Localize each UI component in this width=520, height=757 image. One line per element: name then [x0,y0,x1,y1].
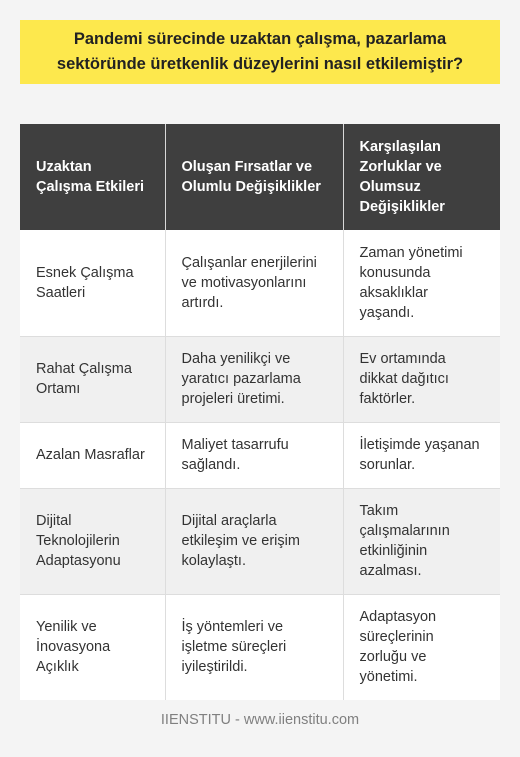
title-banner [20,20,500,84]
table-header-row [20,124,500,230]
table-cell: Dijital Teknolojilerin Adaptasyonu [20,488,165,594]
table-cell: Takım çalışmalarının etkinliğinin azalması. [343,488,500,594]
header-remote-work-effects: Uzaktan Çalışma Etkileri [20,124,165,230]
table-cell: İletişimde yaşanan sorunlar. [343,422,500,488]
table-cell: Zaman yönetimi konusunda aksaklıklar yaşandı. [343,230,500,336]
table-cell: Rahat Çalışma Ortamı [20,336,165,422]
footer-credit: IIENSTITU - www.iienstitu.com [160,712,360,728]
table-cell: Maliyet tasarrufu sağlandı. [165,422,343,488]
table-row [20,594,500,700]
table-cell: İş yöntemleri ve işletme süreçleri iyileştirildi. [165,594,343,700]
table-cell: Ev ortamında dikkat dağıtıcı faktörler. [343,336,500,422]
table-row [20,230,500,336]
table-row [20,422,500,488]
header-challenges: Karşılaşılan Zorluklar ve Olumsuz Değişiklikler [343,124,500,230]
table-cell: Daha yenilikçi ve yaratıcı pazarlama projeleri üretimi. [165,336,343,422]
table-row [20,336,500,422]
comparison-table [20,124,500,700]
table-row [20,488,500,594]
table-cell: Adaptasyon süreçlerinin zorluğu ve yönetimi. [343,594,500,700]
page-title: Pandemi sürecinde uzaktan çalışma, pazarlama sektöründe üretkenlik düzeylerini nasıl etkilemiştir? [56,30,464,73]
table-cell: Çalışanlar enerjilerini ve motivasyonlarını artırdı. [165,230,343,336]
header-opportunities: Oluşan Fırsatlar ve Olumlu Değişiklikler [165,124,343,230]
table-cell: Dijital araçlarla etkileşim ve erişim kolaylaştı. [165,488,343,594]
table-cell: Azalan Masraflar [20,422,165,488]
table-cell: Yenilik ve İnovasyona Açıklık [20,594,165,700]
table-cell: Esnek Çalışma Saatleri [20,230,165,336]
